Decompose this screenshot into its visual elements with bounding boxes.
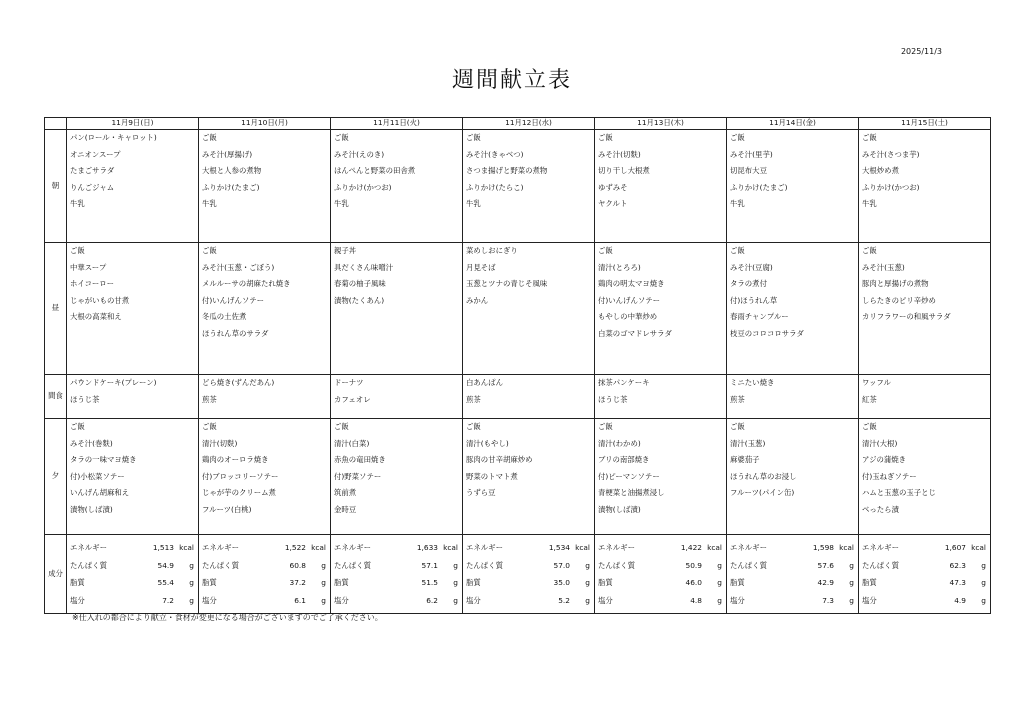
nutrient-name: 塩分 [70, 595, 85, 605]
nutrient-name: エネルギー [70, 543, 107, 552]
menu-item: 切り干し大根煮 [598, 166, 650, 175]
nutrient-unit: kcal [575, 543, 590, 552]
menu-item: 付)玉ねぎソテー [862, 471, 917, 481]
menu-item: 抹茶パンケーキ [598, 378, 650, 387]
nutrition-cell [727, 535, 859, 614]
menu-cell [331, 243, 463, 375]
menu-item: ほうじ茶 [598, 394, 628, 404]
menu-item: しらたきのピリ辛炒め [862, 295, 936, 305]
menu-item: ご飯 [70, 246, 85, 255]
menu-cell [67, 243, 199, 375]
nutrient-name: たんぱく質 [70, 560, 107, 570]
nutrient-line [859, 592, 990, 610]
menu-item: はんぺんと野菜の田舎煮 [334, 166, 416, 175]
menu-item: ご飯 [862, 246, 877, 255]
nutrient-unit: kcal [839, 543, 854, 552]
menu-item: 牛乳 [334, 199, 349, 208]
menu-item: みそ汁(さつま芋) [862, 149, 920, 159]
menu-item: ゆずみそ [598, 182, 628, 192]
day-header: 11月15日(土) [859, 118, 991, 130]
menu-item: みそ汁(えのき) [334, 149, 385, 159]
menu-item: 冬瓜の土佐煮 [202, 312, 247, 321]
menu-item: 大根炒め煮 [862, 166, 899, 175]
nutrient-unit: kcal [179, 543, 194, 552]
nutrition-label: 成分 [45, 535, 67, 614]
menu-item: 春菊の柚子風味 [334, 279, 386, 288]
menu-item: パウンドケーキ(プレーン) [70, 378, 157, 387]
menu-cell [331, 130, 463, 243]
nutrition-cell [67, 535, 199, 614]
nutrient-unit: g [849, 560, 854, 570]
menu-cell [463, 130, 595, 243]
nutrition-cell [859, 535, 991, 614]
menu-item: ご飯 [202, 422, 217, 431]
meal-label: 朝 [45, 130, 67, 243]
menu-item: 付)いんげんソテー [202, 295, 265, 305]
nutrient-line [199, 557, 330, 575]
menu-item: 金時豆 [334, 504, 357, 514]
day-header: 11月13日(木) [595, 118, 727, 130]
menu-item: 赤魚の竜田焼き [334, 455, 386, 464]
nutrient-value: 47.3 [949, 578, 966, 587]
nutrient-name: たんぱく質 [466, 560, 503, 570]
menu-item: みかん [466, 295, 489, 305]
nutrient-line [463, 557, 594, 575]
menu-item: 中華スープ [70, 262, 107, 272]
menu-item: 春雨チャンプルー [730, 312, 789, 321]
menu-cell [727, 130, 859, 243]
meal-label: 夕 [45, 419, 67, 535]
document-date: 2025/11/3 [900, 47, 942, 56]
menu-item: 清汁(白菜) [334, 438, 370, 448]
day-header: 11月9日(日) [67, 118, 199, 130]
nutrient-unit: g [585, 578, 590, 587]
menu-item: みそ汁(きゃべつ) [466, 149, 524, 159]
nutrient-unit: g [849, 595, 854, 605]
nutrient-line [199, 574, 330, 592]
nutrient-value: 1,513 [152, 543, 174, 552]
nutrient-line [67, 557, 198, 575]
nutrient-line [463, 592, 594, 610]
snack-row [45, 375, 991, 419]
menu-cell [727, 243, 859, 375]
nutrient-line [595, 574, 726, 592]
nutrient-value: 5.2 [558, 595, 570, 605]
footnote: ※仕入れの都合により献立・食材が変更になる場合がございますのでご了承ください。 [72, 613, 383, 622]
nutrient-value: 60.8 [289, 560, 306, 570]
nutrient-value: 57.6 [817, 560, 834, 570]
nutrient-value: 50.9 [685, 560, 702, 570]
nutrient-name: たんぱく質 [730, 560, 767, 570]
nutrient-unit: g [189, 578, 194, 587]
menu-item: 枝豆のコロコロサラダ [730, 328, 804, 338]
menu-cell [67, 130, 199, 243]
nutrient-name: たんぱく質 [334, 560, 371, 570]
lunch-row [45, 243, 991, 375]
menu-item: ご飯 [862, 133, 877, 142]
nutrient-line [859, 574, 990, 592]
menu-item: べったら漬 [862, 504, 899, 514]
menu-item: ご飯 [202, 246, 217, 255]
menu-item: 清汁(切麩) [202, 438, 238, 448]
menu-item: じゃがいもの甘煮 [70, 295, 130, 305]
nutrient-line [331, 592, 462, 610]
menu-item: 親子丼 [334, 246, 357, 255]
menu-item: みそ汁(巻麩) [70, 438, 113, 448]
nutrient-unit: g [981, 578, 986, 587]
menu-item: たまごサラダ [70, 166, 115, 175]
nutrient-name: エネルギー [862, 543, 899, 552]
menu-item: カフェオレ [334, 394, 371, 404]
menu-item: さつま揚げと野菜の煮物 [466, 166, 548, 175]
nutrient-unit: g [321, 595, 326, 605]
menu-item: ふりかけ(かつお) [334, 182, 392, 192]
day-header: 11月10日(月) [199, 118, 331, 130]
nutrient-line [859, 557, 990, 575]
day-header: 11月11日(火) [331, 118, 463, 130]
menu-item: 月見そば [466, 262, 496, 272]
nutrient-line [67, 574, 198, 592]
nutrient-value: 54.9 [157, 560, 174, 570]
menu-item: フルーツ(白桃) [202, 504, 252, 514]
menu-item: 牛乳 [730, 199, 745, 208]
menu-item: ドーナツ [334, 378, 364, 387]
nutrient-name: エネルギー [598, 543, 635, 552]
menu-item: メルルーサの胡麻たれ焼き [202, 279, 291, 288]
nutrient-line [463, 574, 594, 592]
nutrient-value: 1,534 [548, 543, 570, 552]
nutrient-name: 脂質 [202, 578, 217, 587]
nutrient-unit: g [717, 595, 722, 605]
menu-item: 筑前煮 [334, 488, 357, 497]
menu-cell [463, 375, 595, 419]
nutrition-cell [463, 535, 595, 614]
nutrient-name: 脂質 [730, 578, 745, 587]
nutrient-value: 57.1 [421, 560, 438, 570]
menu-item: ハムと玉葱の玉子とじ [862, 488, 936, 497]
menu-item: ブリの南部焼き [598, 455, 650, 464]
menu-item: ご飯 [862, 422, 877, 431]
menu-cell [727, 419, 859, 535]
menu-item: 漬物(たくあん) [334, 295, 385, 305]
nutrient-line [595, 539, 726, 557]
menu-item: ほうれん草のサラダ [202, 328, 269, 338]
menu-cell [199, 375, 331, 419]
nutrient-value: 7.2 [162, 595, 174, 605]
menu-cell [727, 375, 859, 419]
nutrient-line [595, 557, 726, 575]
menu-cell [595, 130, 727, 243]
menu-item: ワッフル [862, 378, 891, 387]
nutrient-unit: g [981, 560, 986, 570]
menu-cell [859, 419, 991, 535]
nutrient-name: たんぱく質 [862, 560, 899, 570]
menu-item: 牛乳 [202, 199, 217, 208]
menu-item: みそ汁(厚揚げ) [202, 149, 253, 159]
menu-item: ご飯 [334, 133, 349, 142]
nutrient-unit: g [981, 595, 986, 605]
nutrient-unit: g [717, 560, 722, 570]
nutrient-unit: g [189, 595, 194, 605]
nutrient-name: 脂質 [70, 578, 85, 587]
menu-cell [859, 243, 991, 375]
nutrient-name: 塩分 [202, 595, 217, 605]
day-header: 11月12日(水) [463, 118, 595, 130]
menu-item: みそ汁(玉葱・ごぼう) [202, 262, 275, 272]
menu-item: 付)小松菜ソテー [70, 471, 125, 481]
menu-item: 清汁(もやし) [466, 438, 509, 448]
nutrient-line [331, 539, 462, 557]
nutrient-unit: g [453, 595, 458, 605]
nutrient-line [331, 557, 462, 575]
day-header: 11月14日(金) [727, 118, 859, 130]
menu-item: ご飯 [466, 133, 481, 142]
nutrient-line [859, 539, 990, 557]
table-corner [45, 118, 67, 130]
menu-item: 牛乳 [70, 199, 85, 208]
nutrient-unit: g [453, 578, 458, 587]
nutrient-name: 塩分 [862, 595, 877, 605]
nutrient-name: 塩分 [598, 595, 613, 605]
menu-cell [199, 130, 331, 243]
menu-item: 牛乳 [862, 199, 877, 208]
menu-item: じゃが芋のクリーム煮 [202, 488, 276, 497]
menu-item: 牛乳 [466, 199, 481, 208]
nutrient-line [463, 539, 594, 557]
page-title: 週間献立表 [451, 68, 572, 93]
menu-item: いんげん胡麻和え [70, 488, 130, 497]
menu-cell [331, 375, 463, 419]
nutrient-line [727, 574, 858, 592]
nutrient-unit: kcal [707, 543, 722, 552]
nutrition-cell [331, 535, 463, 614]
nutrient-name: 脂質 [466, 578, 481, 587]
menu-item: 清汁(大根) [862, 438, 898, 448]
menu-cell [67, 419, 199, 535]
menu-item: 付)ほうれん草 [730, 295, 778, 305]
menu-item: うずら豆 [466, 488, 496, 497]
menu-item: 煎茶 [202, 394, 217, 404]
nutrient-unit: g [585, 595, 590, 605]
menu-item: ふりかけ(たまご) [730, 182, 788, 192]
nutrient-line [67, 592, 198, 610]
menu-item: ヤクルト [598, 199, 628, 208]
menu-item: 紅茶 [862, 394, 877, 404]
menu-item: 鶏肉のオーロラ焼き [202, 455, 269, 464]
menu-item: みそ汁(里芋) [730, 149, 773, 159]
nutrient-value: 1,607 [944, 543, 966, 552]
menu-cell [595, 375, 727, 419]
nutrient-value: 4.8 [690, 595, 702, 605]
menu-cell [859, 130, 991, 243]
menu-cell [595, 419, 727, 535]
menu-item: ふりかけ(かつお) [862, 182, 920, 192]
menu-item: パン(ロール・キャロット) [70, 133, 157, 142]
nutrient-name: たんぱく質 [202, 560, 239, 570]
nutrient-line [727, 539, 858, 557]
nutrient-value: 42.9 [817, 578, 834, 587]
menu-item: オニオンスープ [70, 149, 121, 159]
day-header-row [45, 118, 991, 130]
nutrient-name: エネルギー [334, 543, 371, 552]
nutrient-unit: kcal [443, 543, 458, 552]
menu-item: 菜めしおにぎり [466, 246, 518, 255]
nutrient-value: 35.0 [553, 578, 570, 587]
menu-item: ふりかけ(たらこ) [466, 182, 524, 192]
nutrient-line [727, 557, 858, 575]
meal-label: 間食 [45, 375, 67, 419]
menu-item: ご飯 [598, 246, 613, 255]
menu-item: 付)いんげんソテー [598, 295, 661, 305]
menu-item: みそ汁(切麩) [598, 149, 641, 159]
menu-item: りんごジャム [70, 182, 115, 192]
nutrient-line [595, 592, 726, 610]
menu-item: 清汁(玉葱) [730, 438, 766, 448]
dinner-row [45, 419, 991, 535]
meal-label: 昼 [45, 243, 67, 375]
nutrition-cell [595, 535, 727, 614]
menu-item: ミニたい焼き [730, 378, 775, 387]
menu-item: ご飯 [730, 422, 745, 431]
menu-item: 煎茶 [730, 394, 745, 404]
menu-cell [859, 375, 991, 419]
nutrient-value: 1,598 [812, 543, 834, 552]
nutrient-value: 62.3 [949, 560, 966, 570]
menu-item: もやしの中華炒め [598, 312, 658, 321]
nutrient-value: 51.5 [421, 578, 438, 587]
nutrient-value: 1,522 [284, 543, 306, 552]
menu-item: 清汁(とろろ) [598, 262, 641, 272]
menu-item: 付)野菜ソテー [334, 471, 382, 481]
menu-item: フルーツ(パイン缶) [730, 488, 795, 497]
menu-item: ご飯 [334, 422, 349, 431]
menu-item: ご飯 [598, 422, 613, 431]
menu-item: ふりかけ(たまご) [202, 182, 260, 192]
nutrient-line [331, 574, 462, 592]
nutrient-name: エネルギー [466, 543, 503, 552]
menu-item: ご飯 [730, 133, 745, 142]
menu-item: ご飯 [598, 133, 613, 142]
nutrient-value: 7.3 [822, 595, 834, 605]
menu-item: 鶏肉の明太マヨ焼き [598, 279, 665, 288]
menu-item: タラの一味マヨ焼き [70, 455, 137, 464]
nutrient-unit: g [189, 560, 194, 570]
menu-item: ホイコーロー [70, 279, 115, 288]
menu-item: みそ汁(豆腐) [730, 262, 773, 272]
menu-item: ほうじ茶 [70, 394, 100, 404]
menu-item: アジの蒲焼き [862, 455, 907, 464]
nutrient-value: 57.0 [553, 560, 570, 570]
nutrient-line [727, 592, 858, 610]
nutrient-value: 6.1 [294, 595, 306, 605]
menu-item: 豚肉と厚揚げの煮物 [862, 279, 929, 288]
menu-item: 漬物(しば漬) [70, 504, 113, 514]
nutrition-cell [199, 535, 331, 614]
nutrient-value: 1,422 [680, 543, 702, 552]
nutrient-name: たんぱく質 [598, 560, 635, 570]
nutrient-line [199, 539, 330, 557]
nutrient-value: 37.2 [289, 578, 306, 587]
menu-item: 煎茶 [466, 394, 481, 404]
menu-item: ほうれん草のお浸し [730, 471, 797, 481]
menu-item: どら焼き(ずんだあん) [202, 378, 275, 387]
menu-item: 青梗菜と油揚煮浸し [598, 488, 665, 497]
nutrient-name: 脂質 [334, 578, 349, 587]
menu-item: 豚肉の甘辛胡麻炒め [466, 455, 533, 464]
menu-cell [595, 243, 727, 375]
menu-item: 大根の高菜和え [70, 312, 122, 321]
nutrient-line [67, 539, 198, 557]
menu-item: ご飯 [466, 422, 481, 431]
nutrient-unit: kcal [311, 543, 326, 552]
menu-item: 白あんぱん [466, 378, 503, 387]
menu-item: 切昆布大豆 [730, 166, 767, 175]
menu-item: 野菜のトマト煮 [466, 471, 518, 481]
nutrient-unit: g [585, 560, 590, 570]
nutrient-name: 塩分 [334, 595, 349, 605]
menu-item: 白菜のゴマドレサラダ [598, 328, 672, 338]
nutrient-name: エネルギー [202, 543, 239, 552]
nutrition-row [45, 535, 991, 614]
nutrient-unit: g [321, 578, 326, 587]
menu-item: 漬物(しば漬) [598, 504, 641, 514]
menu-item: 玉葱とツナの青じそ風味 [466, 279, 548, 288]
nutrient-name: 脂質 [862, 578, 877, 587]
menu-item: ご飯 [202, 133, 217, 142]
menu-item: ご飯 [730, 246, 745, 255]
menu-cell [199, 243, 331, 375]
menu-item: 大根と人参の煮物 [202, 166, 262, 175]
menu-item: 付)ピーマンソテー [598, 471, 660, 481]
menu-cell [199, 419, 331, 535]
menu-item: 付)ブロッコリーソテー [202, 471, 279, 481]
weekly-menu-table [44, 117, 991, 614]
nutrient-value: 4.9 [954, 595, 966, 605]
menu-item: 具だくさん味噌汁 [334, 262, 394, 272]
nutrient-name: エネルギー [730, 543, 767, 552]
breakfast-row [45, 130, 991, 243]
menu-item: ご飯 [70, 422, 85, 431]
nutrient-name: 塩分 [730, 595, 745, 605]
nutrient-unit: g [453, 560, 458, 570]
menu-item: みそ汁(玉葱) [862, 262, 905, 272]
nutrient-unit: kcal [971, 543, 986, 552]
nutrient-unit: g [717, 578, 722, 587]
menu-cell [463, 419, 595, 535]
menu-cell [67, 375, 199, 419]
nutrient-name: 塩分 [466, 595, 481, 605]
menu-cell [331, 419, 463, 535]
nutrient-value: 6.2 [426, 595, 438, 605]
menu-item: 麻婆茄子 [730, 455, 760, 464]
menu-cell [463, 243, 595, 375]
nutrient-unit: g [849, 578, 854, 587]
nutrient-unit: g [321, 560, 326, 570]
nutrient-name: 脂質 [598, 578, 613, 587]
menu-item: タラの煮付 [730, 279, 767, 288]
nutrient-value: 55.4 [157, 578, 174, 587]
menu-item: 清汁(わかめ) [598, 438, 641, 448]
menu-item: カリフラワーの和風サラダ [862, 312, 951, 321]
nutrient-value: 1,633 [416, 543, 438, 552]
nutrient-line [199, 592, 330, 610]
nutrient-value: 46.0 [685, 578, 702, 587]
